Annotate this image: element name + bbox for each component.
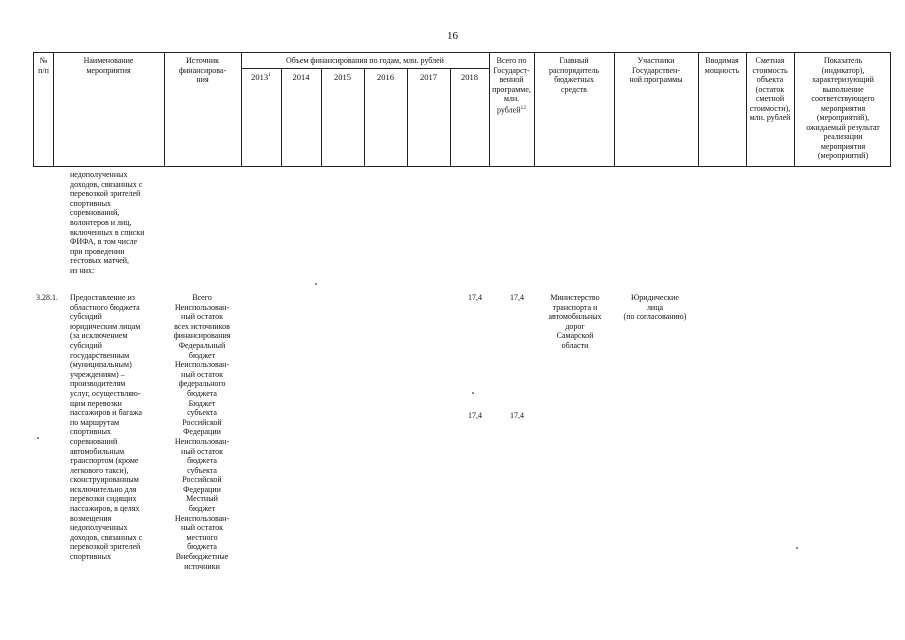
header-financing: Объем финансирования по годам, млн. рублей (286, 56, 444, 65)
value-2018-total: 17,4 (468, 293, 482, 302)
table-header (33, 52, 891, 167)
page-number: 16 (447, 30, 458, 42)
header-participants: Участники Государствен- ной программы (629, 56, 683, 84)
header-manager: Главный распорядитель бюджетных средств (548, 56, 600, 94)
col-divider (321, 68, 322, 166)
header-capacity: Вводимая мощность (704, 56, 740, 75)
header-total-text: Всего по Государст- венной программе, млн. рублей (492, 56, 531, 115)
header-indicator: Показатель (индикатор), характеризующий выполнение соответствующего мероприятия (мероприятий), ожидаемый результат реализации мероприятия (мероприятий) (806, 56, 880, 160)
header-source: Источник финансирова- ния (178, 56, 227, 84)
year-2014: 2014 (292, 72, 310, 82)
col-divider (364, 68, 365, 166)
row-sources: Всего Неиспользован- ный остаток всех источников финансирования Федеральный бюджет Неиспользован- ный остаток федерального бюджета Бюджет субъекта Российской Федерации Неиспользован- ный остаток бюджета субъекта Российской Федерации Местный бюджет Неиспользован- ный остаток местного бюджета Внебюджетные источники (173, 293, 231, 571)
header-cost: Сметная стоимость объекта (остаток сметной стоимости), млн. рублей (749, 56, 791, 122)
year-2013 (241, 72, 281, 82)
footnote-mark: 1 (268, 72, 271, 79)
value-total-all: 17,4 (510, 293, 524, 302)
header-num: № п/п (38, 56, 49, 75)
year-2016: 2016 (377, 72, 394, 82)
header-total (489, 53, 534, 115)
scan-speck (37, 437, 39, 439)
continuation-text: недополученных доходов, связанных с перевозкой зрителей спортивных соревнований, волонтеров и лиц, включенных в списки ФИФА, в том числе при проведении тестовых матчей, из них: (70, 170, 145, 275)
year-label: 2013 (251, 72, 269, 82)
col-divider (407, 68, 408, 166)
year-2015: 2015 (334, 72, 351, 82)
col-divider (241, 53, 242, 166)
col-divider (450, 68, 451, 166)
value-total-subject: 17,4 (510, 411, 524, 420)
row-name: Предоставление из областного бюджета субсидий юридическим лицам (за исключением субсидий государственным (муниципальным) учреждениям) – производителям услуг, осуществляю- щим перевозки пассажиров и багажа по маршрутам спортивных соревнований автомобильным транспортом (кроме легкового такси), сконструированным исключительно для перевозки сидящих пассажиров, в целях возмещения недополученных доходов, связанных с перевозкой зрителей спортивных (70, 293, 143, 562)
col-divider (281, 68, 282, 166)
row-manager: Министерство транспорта и автомобильных дорог Самарской области (548, 293, 602, 350)
scan-speck (796, 547, 798, 549)
row-participants: Юридические лица (по согласованию) (623, 293, 687, 322)
year-2018: 2018 (461, 72, 478, 82)
year-2017: 2017 (420, 72, 437, 82)
value-2018-subject: 17,4 (468, 411, 482, 420)
year-divider (241, 68, 489, 69)
scan-speck (472, 392, 474, 394)
header-name: Наименование мероприятия (83, 56, 134, 75)
row-number: 3.28.1. (36, 293, 58, 302)
scan-speck (315, 283, 317, 285)
footnote-mark: 12 (520, 104, 526, 111)
